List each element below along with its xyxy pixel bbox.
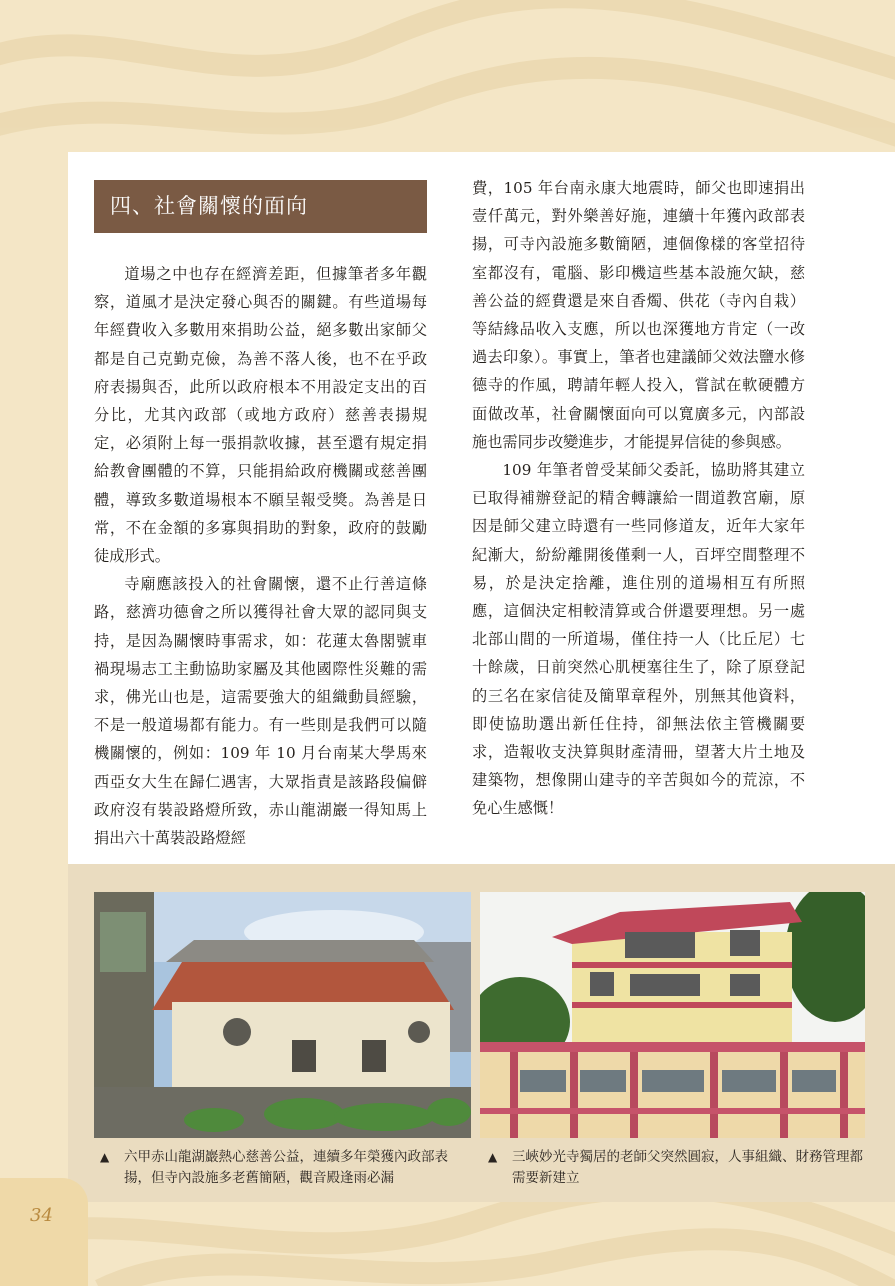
section-heading: 四、社會關懷的面向 <box>94 180 427 233</box>
page-tab <box>0 1178 88 1286</box>
temple-photo-sanxia <box>480 892 865 1138</box>
caption-text: 三峽妙光寺獨居的老師父突然圓寂，人事組織、財務管理都需要新建立 <box>512 1149 863 1186</box>
right-column <box>472 174 805 823</box>
paragraph: 109 年筆者曾受某師父委託，協助將其建立已取得補辦登記的精舍轉讓給一間道教宮廟，原因是師父建立時還有一些同修道友，近年大家年紀漸大，紛紛離開後僅剩一人，百坪空間整理不易，於是決定捨離，進住別的道場相互有所照應，這個決定相較清算或合併還要理想。另一處北部山間的一所道場，僅住持一人（比丘尼）七十餘歲，日前突然心肌梗塞往生了，除了原登記的三名在家信徒及簡單章程外，別無其他資料，即使協助選出新任住持，卻無法依主管機關要求，造報收支決算與財產清冊，望著大片土地及建築物，想像開山建寺的辛苦與如今的荒涼，不免心生感慨！ <box>472 461 805 818</box>
paragraph: 費，105 年台南永康大地震時，師父也即速捐出壹仟萬元，對外樂善好施，連續十年獲內政部表揚，可寺內設施多數簡陋，連個像樣的客堂招待室都沒有，電腦、影印機這些基本設施欠缺，慈善公益的經費還是來自香燭、供花（寺內自栽）等結緣品收入支應，所以也深獲地方肯定（一改過去印象）。事實上，筆者也建議師父效法鹽水修德寺的作風，聘請年輕人投入，嘗試在軟硬體方面做改革，社會關懷面向可以寬廣多元，內部設施也需同步改變進步，才能提昇信徒的參與感。 <box>472 179 805 451</box>
page-number: 34 <box>30 1205 53 1226</box>
left-column <box>94 260 427 852</box>
temple-photo-liujia <box>94 892 471 1138</box>
caption-text: 六甲赤山龍湖巖熱心慈善公益，連續多年榮獲內政部表揚，但寺內設施多老舊簡陋，觀音殿逢雨必漏 <box>124 1149 448 1186</box>
paragraph: 寺廟應該投入的社會關懷，還不止行善這條路，慈濟功德會之所以獲得社會大眾的認同與支持，是因為關懷時事需求，如：花蓮太魯閣號車禍現場志工主動協助家屬及其他國際性災難的需求，佛光山也是，這需要強大的組織動員經驗，不是一般道場都有能力。有一些則是我們可以隨機關懷的，例如：109 年 10 月台南某大學馬來西亞女大生在歸仁遇害，大眾指責是該路段偏僻政府沒有裝設路燈所致，赤山龍湖巖一得知馬上捐出六十萬裝設路燈經 <box>94 575 427 848</box>
photo-caption <box>100 1147 470 1189</box>
paragraph: 道場之中也存在經濟差距，但據筆者多年觀察，道風才是決定發心與否的關鍵。有些道場每年經費收入多數用來捐助公益，絕多數出家師父都是自己克勤克儉，為善不落人後，也不在乎政府表揚與否，此所以政府根本不用設定支出的百分比，尤其內政部（或地方政府）慈善表揚規定，必須附上每一張捐款收據，甚至還有規定捐給教會團體的不算，只能捐給政府機關或慈善團體，導致多數道場根本不願呈報受獎。為善是日常，不在金額的多寡與捐助的對象，政府的鼓勵徒成形式。 <box>94 265 427 566</box>
photo-caption <box>488 1147 868 1189</box>
triangle-icon: ▲ <box>100 1150 110 1164</box>
triangle-icon: ▲ <box>488 1150 498 1164</box>
